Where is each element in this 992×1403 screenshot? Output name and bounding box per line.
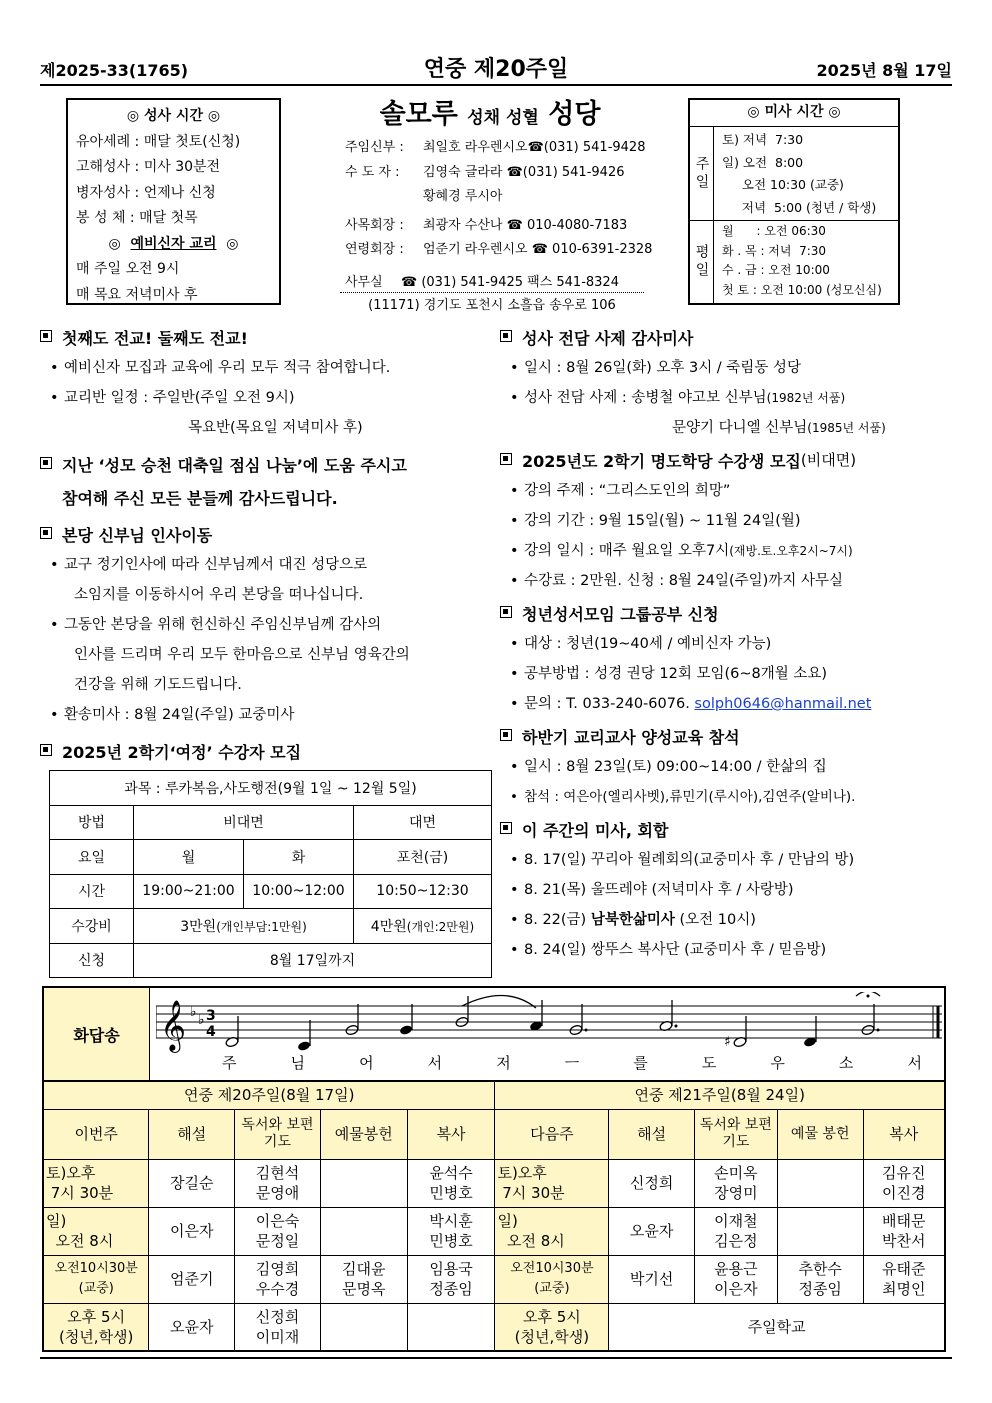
- heading-text: 2025년도 2학기 명도학당 수강생 모집: [522, 452, 801, 471]
- time-cell: 오후 5시 (청년,학생): [43, 1303, 149, 1351]
- square-bullet-icon: [40, 744, 52, 756]
- list-item-cont: 목요반(목요일 저녁미사 후): [188, 420, 363, 436]
- section-heading: [40, 523, 495, 546]
- svg-text:4: 4: [206, 1024, 216, 1040]
- item-note: (재방.토.오후2시~7시): [729, 544, 853, 558]
- staff-list: [345, 136, 653, 295]
- church-name-main: 솔모루: [379, 99, 458, 130]
- table-cell: 포천(금): [354, 840, 492, 875]
- footer-rule: [40, 1357, 952, 1359]
- lyric-syllable: 님: [290, 1054, 306, 1072]
- table-row: [43, 1159, 945, 1207]
- sacrament-line: 봉 성 체 : 매달 첫목: [76, 210, 198, 226]
- item-text: 성사 전담 사제 : 송병철 야고보 신부님: [524, 390, 767, 406]
- heading-text: 이 주간의 미사, 회합: [522, 821, 669, 840]
- section-heading: [500, 725, 952, 748]
- list-item: • 8. 24(일) 쌍뚜스 복사단 (교중미사 후 / 믿음방): [500, 935, 952, 965]
- list-item-cont: 인사를 드리며 우리 모두 한마음으로 신부님 영육간의: [74, 647, 410, 663]
- section-heading: [500, 818, 952, 841]
- sunday-lines: [714, 127, 876, 220]
- table-cell: 신정희 이미재: [235, 1303, 321, 1351]
- weekday-lines: [714, 221, 882, 303]
- column-header: 독서와 보편기도: [235, 1109, 321, 1159]
- table-cell: [320, 1303, 407, 1351]
- weekday-label: 평일: [690, 221, 714, 303]
- heading-text: 2025년 2학기‘여정’ 수강자 모집: [62, 743, 302, 762]
- list-item-cont: 소임지를 이동하시어 우리 본당을 떠나십니다.: [74, 587, 364, 603]
- sacrament-line: 병자성사 : 언제나 신청: [76, 184, 216, 201]
- square-bullet-icon: [500, 606, 512, 618]
- catechumen-mark: ◎: [108, 235, 121, 252]
- heading-text: 참여해 주신 모든 분들께 감사드립니다.: [62, 489, 338, 508]
- table-cell: 장길순: [149, 1159, 235, 1207]
- staff-row: [345, 185, 645, 210]
- list-item: • 예비신자 모집과 교육에 우리 모두 적극 참여합니다.: [40, 353, 495, 383]
- list-item-cont: [500, 413, 952, 443]
- list-item: [500, 536, 952, 566]
- section-heading: [500, 602, 952, 625]
- svg-text:3: 3: [206, 1008, 216, 1024]
- sunday-school-cell: 주일학교: [609, 1303, 945, 1351]
- table-row: [43, 1303, 945, 1351]
- staff-value: ☎ (031) 541-9425 팩스 541-8324: [401, 274, 619, 290]
- list-item: • 일시 : 8월 26일(화) 오후 3시 / 죽림동 성당: [500, 353, 952, 383]
- fee-value: 4만원: [370, 918, 407, 935]
- svg-text:𝄞: 𝄞: [160, 1000, 187, 1051]
- square-bullet-icon: [40, 527, 52, 539]
- table-cell: 김영희 우수경: [235, 1255, 321, 1303]
- table-cell: [777, 1159, 863, 1207]
- column-header: 예물봉헌: [320, 1109, 407, 1159]
- course-table: [49, 770, 492, 978]
- table-cell: 시간: [50, 874, 134, 909]
- page-title: 연중 제20주일: [423, 57, 569, 82]
- lyric-syllable: 도: [701, 1054, 717, 1072]
- table-cell: 대면: [354, 805, 492, 840]
- table-cell: 윤석수 민병호: [407, 1159, 495, 1207]
- heading-text: 본당 신부님 인사이동: [62, 526, 213, 545]
- list-item: • 8. 17(일) 꾸리아 월례회의(교중미사 후 / 만남의 방): [500, 845, 952, 875]
- item-text: 문의 : T. 033-240-6076.: [524, 696, 690, 712]
- staff-row: [345, 238, 653, 263]
- section-heading: [500, 449, 952, 472]
- table-cell: 8월 17일까지: [134, 943, 492, 978]
- staff-label: 연령회장 :: [345, 242, 404, 257]
- music-staff: [156, 992, 946, 1054]
- list-item: • 일시 : 8월 23일(토) 09:00~14:00 / 한삶의 집: [500, 752, 952, 782]
- table-cell: 추한수 정종임: [777, 1255, 863, 1303]
- heading-text: 하반기 교리교사 양성교육 참석: [522, 728, 740, 747]
- list-item: • 그동안 본당을 위해 헌신하신 주임신부님께 감사의: [40, 610, 495, 640]
- catechumen-line: 매 주일 오전 9시: [76, 261, 180, 277]
- table-cell: 오윤자: [149, 1303, 235, 1351]
- square-bullet-icon: [40, 330, 52, 342]
- square-bullet-icon: [500, 822, 512, 834]
- psalm-label: 화답송: [44, 988, 150, 1080]
- svg-text:♭: ♭: [198, 1012, 205, 1028]
- fee-value: 3만원: [180, 918, 217, 935]
- mass-line: 수 . 금 : 오전 10:00: [722, 263, 830, 277]
- lyric-syllable: 주: [222, 1054, 237, 1072]
- time-cell: 오후 5시 (청년,학생): [495, 1303, 609, 1351]
- table-cell: 10:50~12:30: [354, 874, 492, 909]
- sacrament-line: 유아세례 : 매달 첫토(신청): [76, 133, 241, 150]
- email-link[interactable]: solph0646@hanmail.net: [694, 696, 872, 712]
- column-header: 해설: [609, 1109, 695, 1159]
- table-cell: [354, 909, 492, 944]
- list-item: • 교구 정기인사에 따라 신부님께서 대진 성당으로: [40, 550, 495, 580]
- table-row: [43, 1207, 945, 1255]
- column-header: 해설: [149, 1109, 235, 1159]
- table-cell: 10:00~12:00: [244, 874, 354, 909]
- item-bold: 남북한삶미사: [590, 912, 675, 928]
- item-note: (1982년 서품): [766, 391, 846, 405]
- heading-note: (비대면): [800, 451, 857, 469]
- table-cell: 방법: [50, 805, 134, 840]
- table-cell: 오윤자: [609, 1207, 695, 1255]
- issue-date: 2025년 8월 17일: [816, 61, 952, 80]
- time-cell: 일) 오전 8시: [43, 1207, 149, 1255]
- list-item: • 대상 : 청년(19~40세 / 예비신자 가능): [500, 629, 952, 659]
- list-item-cont: 건강을 위해 기도드립니다.: [74, 677, 242, 693]
- list-item: • 8. 21(목) 울뜨레야 (저녁미사 후 / 사랑방): [500, 875, 952, 905]
- table-cell: [320, 1159, 407, 1207]
- table-cell: [320, 1207, 407, 1255]
- square-bullet-icon: [40, 457, 52, 469]
- list-item: • 강의 기간 : 9월 15일(월) ~ 11월 24일(월): [500, 506, 952, 536]
- sacrament-title: ◎ 성사 시간 ◎: [126, 108, 221, 124]
- fee-note: (개인:2만원): [406, 919, 475, 934]
- table-cell: 김유진 이진경: [863, 1159, 945, 1207]
- table-cell: [777, 1207, 863, 1255]
- table-cell: 19:00~21:00: [134, 874, 244, 909]
- table-cell: 김현석 문영애: [235, 1159, 321, 1207]
- table-cell: 이은숙 문정일: [235, 1207, 321, 1255]
- time-cell: 일) 오전 8시: [495, 1207, 609, 1255]
- mass-time-box: [688, 98, 900, 305]
- catechumen-title: [76, 232, 271, 258]
- right-column: [500, 326, 952, 965]
- mass-time-title: ◎ 미사 시간 ◎: [690, 100, 898, 127]
- course-subject: 과목 : 루카복음,사도행전(9월 1일 ~ 12월 5일): [50, 771, 492, 806]
- lyric-syllable: 서: [907, 1054, 922, 1072]
- lyric-syllable: 소: [838, 1054, 854, 1072]
- list-item: [500, 905, 952, 935]
- item-note: (1985년 서품): [807, 421, 886, 435]
- list-item: [500, 689, 952, 719]
- staff-label: 수 도 자 :: [345, 164, 400, 180]
- mass-line: 첫 토 : 오전 10:00 (성모신심): [722, 282, 882, 297]
- sunday-label: 주일: [690, 127, 714, 220]
- list-item: • 강의 주제 : “그리스도인의 희망”: [500, 476, 952, 506]
- mass-line: 일) 오전 8:00: [722, 154, 804, 170]
- mass-line: 토) 저녁 7:30: [722, 132, 804, 147]
- staff-value: 엄준기 라우렌시오 ☎ 010-6391-2328: [423, 242, 653, 257]
- list-item: • 참석 : 여은아(엘리사벳),류민기(루시아),김연주(알비나).: [500, 782, 952, 812]
- staff-value: 최광자 수산나 ☎ 010-4080-7183: [423, 217, 628, 233]
- page-header: [40, 56, 952, 86]
- mass-line: 오전 10:30 (교중): [722, 177, 844, 192]
- square-bullet-icon: [500, 330, 512, 342]
- lyric-syllable: 서: [427, 1054, 443, 1072]
- weekday-mass: [690, 221, 898, 303]
- column-header: 복사: [863, 1109, 945, 1159]
- staff-label: 사목회장 :: [345, 217, 404, 233]
- item-text: (오전 10시): [679, 912, 756, 928]
- table-cell: 신정희: [609, 1159, 695, 1207]
- issue-number: 제2025-33(1765): [40, 61, 189, 80]
- table-cell: 박시훈 민병호: [407, 1207, 495, 1255]
- catechumen-title-text: 예비신자 교리: [130, 235, 217, 252]
- svg-text:♭: ♭: [190, 1004, 197, 1020]
- mass-line: 월 : 오전 06:30: [722, 224, 826, 238]
- table-cell: 요일: [50, 840, 134, 875]
- column-header: 이번주: [43, 1109, 149, 1159]
- church-suffix: 성당: [548, 99, 601, 130]
- sunday-mass: [690, 127, 898, 221]
- table-cell: 유태준 최명인: [863, 1255, 945, 1303]
- table-cell: 배태문 박찬서: [863, 1207, 945, 1255]
- sacrament-line: 고해성사 : 미사 30분전: [76, 159, 221, 175]
- heading-text: 성사 전담 사제 감사미사: [522, 329, 694, 348]
- psalm-box: [42, 986, 946, 1080]
- item-text: 강의 일시 : 매주 월요일 오후7시: [524, 543, 730, 559]
- table-cell: 손미옥 장영미: [694, 1159, 777, 1207]
- duty-roster-table: [42, 1080, 946, 1352]
- left-column: [40, 326, 495, 763]
- staff-row: [345, 136, 645, 161]
- column-header: 독서와 보편기도: [694, 1109, 777, 1159]
- table-row: [43, 1255, 945, 1303]
- column-header: 다음주: [495, 1109, 609, 1159]
- time-cell: 오전10시30분 (교중): [43, 1255, 149, 1303]
- square-bullet-icon: [500, 453, 512, 465]
- list-item: • 교리반 일정 : 주일반(주일 오전 9시): [40, 383, 495, 413]
- lyric-syllable: 어: [359, 1054, 374, 1072]
- staff-label: 주임신부 :: [345, 140, 404, 155]
- heading-text: 청년성서모임 그룹공부 신청: [522, 605, 719, 624]
- item-text: 8. 22(금): [524, 912, 587, 928]
- table-cell: 윤용근 이은자: [694, 1255, 777, 1303]
- next-week-header: 연중 제21주일(8월 24일): [495, 1081, 945, 1109]
- table-cell: [134, 909, 354, 944]
- table-cell: 비대면: [134, 805, 354, 840]
- section-heading: [40, 453, 495, 476]
- heading-text: 지난 ‘성모 승천 대축일 점심 나눔’에 도움 주시고: [62, 456, 407, 475]
- section-heading: [500, 326, 952, 349]
- time-cell: 오전10시30분 (교중): [495, 1255, 609, 1303]
- column-header: 복사: [407, 1109, 495, 1159]
- table-cell: 임용국 정종임: [407, 1255, 495, 1303]
- fee-note: (개인부담:1만원): [216, 919, 307, 934]
- time-cell: 토)오후 7시 30분: [43, 1159, 149, 1207]
- staff-value: 김영숙 글라라 ☎(031) 541-9426: [423, 164, 625, 180]
- column-header: 예물 봉헌: [777, 1109, 863, 1159]
- church-address: (11171) 경기도 포천시 소흘읍 송우로 106: [340, 292, 644, 313]
- catechumen-mark: ◎: [226, 235, 239, 252]
- table-cell: 화: [244, 840, 354, 875]
- square-bullet-icon: [500, 729, 512, 741]
- mass-line: 저녁 5:00 (청년 / 학생): [722, 199, 877, 215]
- table-cell: 박기선: [609, 1255, 695, 1303]
- this-week-header: 연중 제20주일(8월 17일): [43, 1081, 495, 1109]
- psalm-lyrics: [222, 1052, 922, 1073]
- table-cell: 신청: [50, 943, 134, 978]
- table-cell: 수강비: [50, 909, 134, 944]
- table-cell: 이재철 김은정: [694, 1207, 777, 1255]
- staff-row: [345, 214, 645, 239]
- lyric-syllable: 우: [770, 1054, 785, 1072]
- table-cell: 김대윤 문명옥: [320, 1255, 407, 1303]
- staff-value: 황혜경 루시아: [423, 189, 503, 204]
- lyric-syllable: ㅡ: [564, 1054, 580, 1072]
- list-item: • 공부방법 : 성경 권당 12회 모임(6~8개월 소요): [500, 659, 952, 689]
- table-cell: 월: [134, 840, 244, 875]
- list-item: • 수강료 : 2만원. 신청 : 8월 24일(주일)까지 사무실: [500, 566, 952, 596]
- sacrament-time-box: [66, 98, 281, 305]
- church-subname: 성채 성혈: [467, 108, 539, 128]
- item-text: 문양기 다니엘 신부님: [672, 420, 808, 436]
- heading-text: 첫째도 전교! 둘째도 전교!: [62, 329, 248, 348]
- list-item: [500, 383, 952, 413]
- mass-line: 화 . 목 : 저녁 7:30: [722, 243, 827, 258]
- lyric-syllable: 저: [496, 1054, 511, 1072]
- svg-text:♯: ♯: [724, 1034, 731, 1050]
- section-heading: [40, 326, 495, 349]
- table-cell: 엄준기: [149, 1255, 235, 1303]
- section-heading: [40, 740, 495, 763]
- staff-row: [345, 161, 645, 186]
- church-name: [340, 92, 640, 131]
- list-item: • 환송미사 : 8월 24일(주일) 교중미사: [40, 700, 495, 730]
- time-cell: 토)오후 7시 30분: [495, 1159, 609, 1207]
- table-cell: 이은자: [149, 1207, 235, 1255]
- catechumen-line: 매 목요 저녁미사 후: [76, 286, 198, 303]
- table-cell: [407, 1303, 495, 1351]
- staff-label: 사무실: [345, 274, 383, 290]
- lyric-syllable: 를: [633, 1054, 648, 1072]
- staff-value: 최일호 라우렌시오☎(031) 541-9428: [423, 140, 646, 155]
